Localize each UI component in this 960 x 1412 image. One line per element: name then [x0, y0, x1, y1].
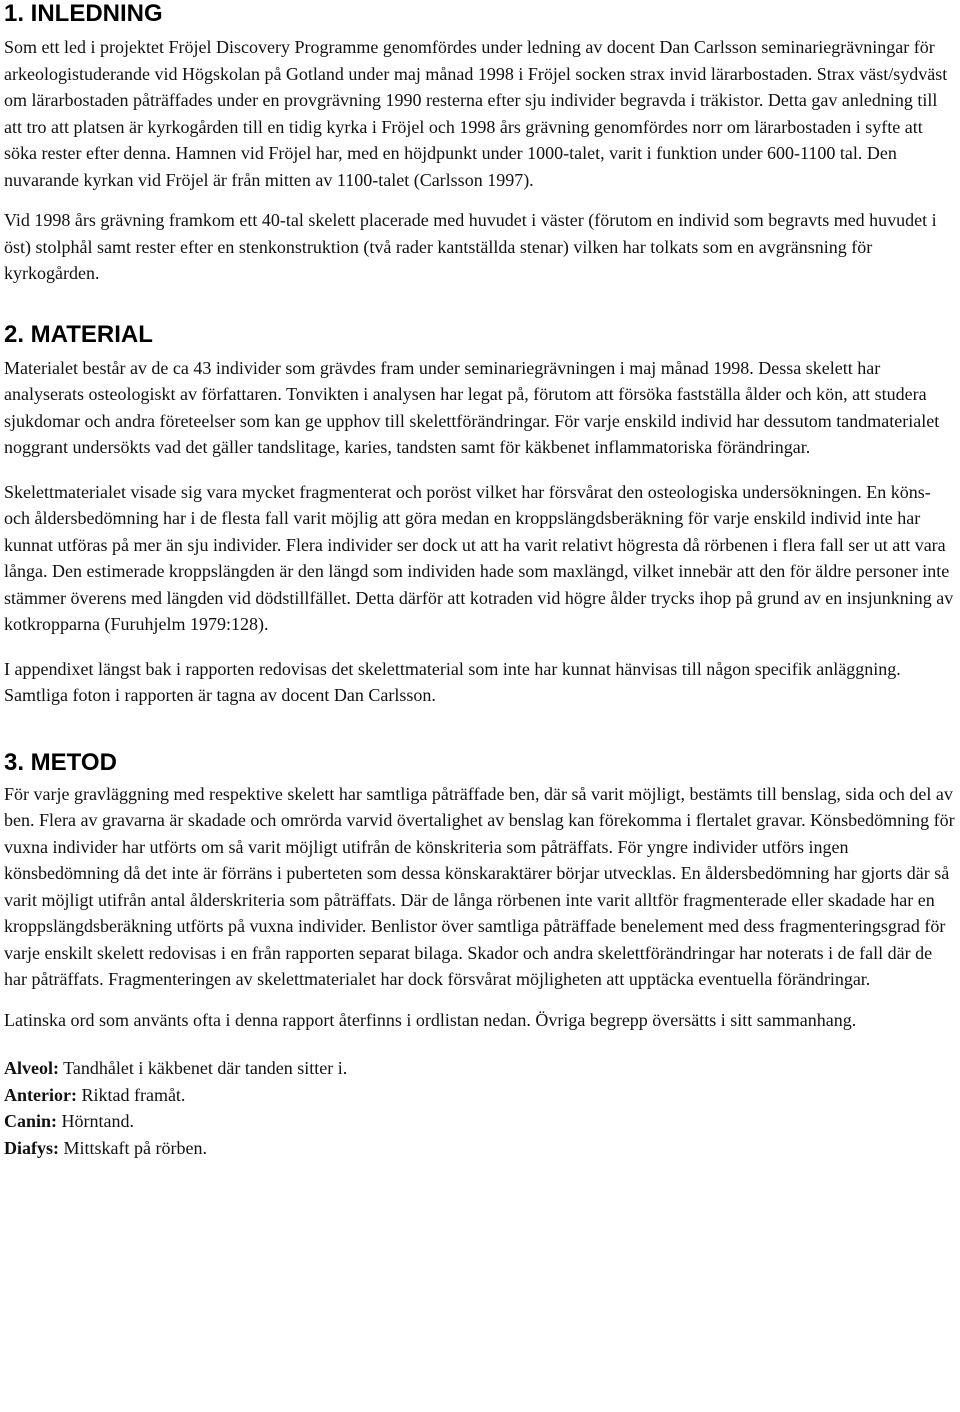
glossary-definition: Riktad framåt.: [76, 1084, 186, 1105]
section-heading: 3. METOD: [4, 748, 117, 776]
glossary-item-diafys: [4, 1135, 956, 1162]
glossary-definition: Hörntand.: [57, 1111, 134, 1131]
glossary-definition: Mittskaft på rörben.: [59, 1137, 207, 1158]
glossary-definition: Tandhålet i käkbenet där tanden sitter i.: [58, 1058, 348, 1078]
paragraph: I appendixet längst bak i rapporten redovisas det skelettmaterial som inte har kunnat hänvisas till någon specifik anläggning. Samtliga foton i rapporten är tagna av docent Dan Carlsson.: [4, 658, 901, 705]
section-heading: 2. MATERIAL: [4, 320, 153, 348]
paragraph: Som ett led i projektet Fröjel Discovery Programme genomfördes under ledning av docent Dan Carlsson seminariegrävningar för arkeologistuderande vid Högskolan på Gotland under maj månad 1998 i Fröjel socken strax invid lärarbostaden. Strax väst/sydväst om lärarbostaden påträffades under en provgrävning 1990 resterna efter sju individer begravda i träkistor. Detta gav anledning till att tro att platsen är kyrkogården till en tidig kyrka i Fröjel och 1998 års grävning genomfördes norr om lärarbostaden i syfte att söka rester efter denna. Hamnen vid Fröjel har, med en höjdpunkt under 1000-talet, varit i funktion under 600-1100 tal. Den nuvarande kyrkan vid Fröjel är från mitten av 1100-talet (Carlsson 1997).: [4, 37, 948, 190]
glossary-term: Diafys:: [4, 1137, 59, 1158]
section-material: [4, 321, 956, 709]
glossary-list: [4, 1055, 956, 1161]
section-inledning: [4, 0, 956, 287]
section-metod: [4, 749, 956, 1034]
section-heading: 1. INLEDNING: [4, 0, 163, 27]
paragraph: Materialet består av de ca 43 individer som grävdes fram under seminariegrävningen i maj månad 1998. Dessa skelett har analyserats osteologiskt av författaren. Tonvikten i analysen har legat på, förutom att försöka fastställa ålder och kön, att studera sjukdomar och andra företeelser som kan ge upphov till skelettförändringar. För varje enskild individ har dessutom tandmaterialet noggrant undersökts vad det gäller tandslitage, karies, tandsten samt för käkbenet inflammatoriska förändringar.: [4, 357, 940, 457]
glossary-item-anterior: [4, 1082, 956, 1109]
paragraph: Latinska ord som använts ofta i denna rapport återfinns i ordlistan nedan. Övriga begrepp översätts i sitt sammanhang.: [4, 1009, 857, 1030]
glossary-term: Anterior:: [4, 1084, 77, 1105]
paragraph: För varje gravläggning med respektive skelett har samtliga påträffade ben, där så varit möjligt, bestämts till benslag, sida och del av ben. Flera av gravarna är skadade och omrörda varvid övertalighet av benslag kan förekomma i flertalet gravar. Könsbedömning för vuxna individer har utförts om så varit möjligt utifrån de könskriteria som påträffats. För yngre individer utförs ingen könsbedömning då det inte är förräns i puberteten som dessa könskaraktärer börjar utvecklas. En åldersbedömning har gjorts där så varit möjligt utifrån antal ålderskriteria som påträffats. Där de långa rörbenen inte varit alltför fragmenterade eller skadade har en kroppslängdsberäkning utförts på vuxna individer. Benlistor över samtliga påträffade benelement med dess fragmenteringsgrad för varje enskilt skelett redovisas i en från rapporten separat bilaga. Skador och andra skelettförändringar har noterats i de fall där de har påträffats. Fragmenteringen av skelettmaterialet har dock försvårat möjligheten att upptäcka eventuella förändringar.: [4, 783, 955, 989]
glossary-term: Canin:: [4, 1111, 58, 1131]
glossary-item-alveol: [4, 1055, 956, 1082]
paragraph: Vid 1998 års grävning framkom ett 40-tal skelett placerade med huvudet i väster (förutom en individ som begravts med huvudet i öst) stolphål samt rester efter en stenkonstruktion (två rader kantställda stenar) vilken har tolkats som en avgränsning för kyrkogården.: [4, 210, 937, 283]
paragraph: Skelettmaterialet visade sig vara mycket fragmenterat och poröst vilket har försvårat den osteologiska undersökningen. En köns- och åldersbedömning har i de flesta fall varit möjlig att göra medan en kroppslängdsberäkning för varje enskild individ inte har kunnat utföras på mer än sju individer. Flera individer ser dock ut att ha varit relativt högresta då rörbenen i flera fall ser ut att vara långa. Den estimerade kroppslängden är den längd som individen hade som maxlängd, vilket innebär att den för äldre personer inte stämmer överens med längden vid dödstillfället. Detta därför att kotraden vid högre ålder trycks ihop på grund av en insjunkning av kotkropparna (Furuhjelm 1979:128).: [4, 481, 954, 634]
document-page: [4, 0, 956, 1161]
glossary-term: Alveol:: [4, 1058, 59, 1078]
glossary-item-canin: [4, 1108, 956, 1135]
